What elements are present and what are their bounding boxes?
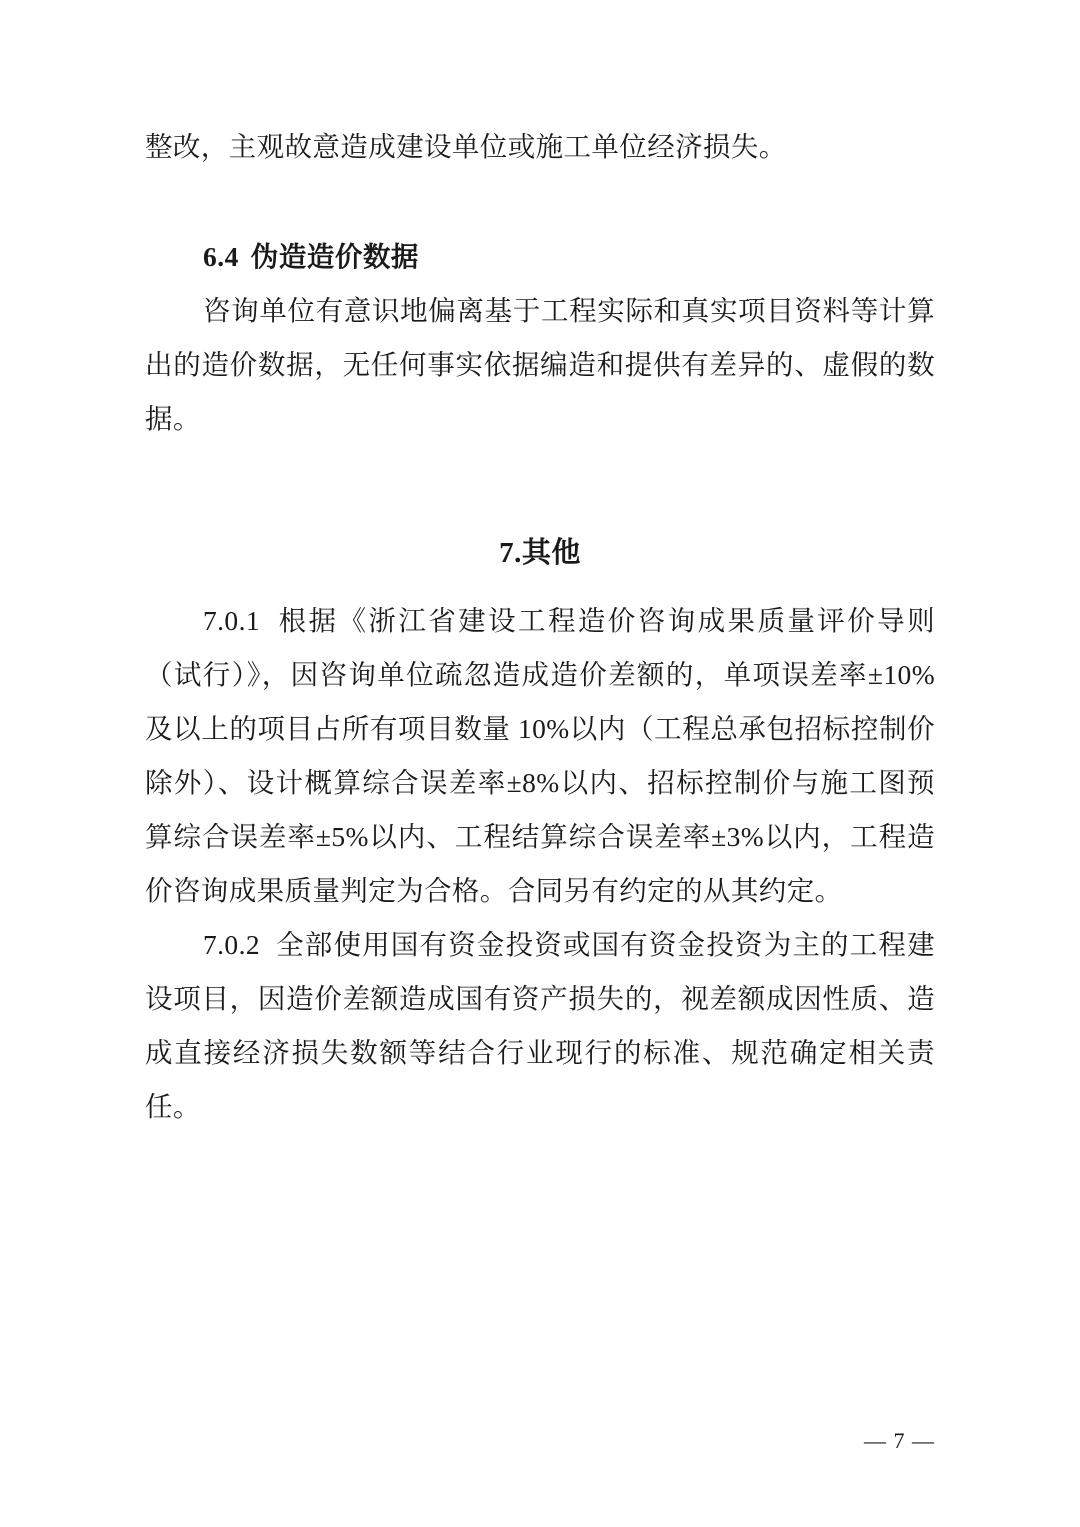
paragraph-6-4-body: 咨询单位有意识地偏离基于工程实际和真实项目资料等计算出的造价数据，无任何事实依据编造和提供有差异的、虚假的数据。 (145, 295, 935, 434)
clause-number: 7.0.2 (203, 929, 260, 960)
clause-text: 根据《浙江省建设工程造价咨询成果质量评价导则（试行）》，因咨询单位疏忽造成造价差额的，单项误差率±10%及以上的项目占所有项目数量 10%以内（工程总承包招标控制价除外）、设计概算综合误差率±8%以内、招标控制价与施工图预算综合误差率±5%以内、工程结算综合误差率±3%以内，工程造价咨询成果质量判定为合格。合同另有约定的从其约定。 (145, 605, 935, 906)
section-title: 伪造造价数据 (250, 241, 419, 272)
clause-text: 全部使用国有资金投资或国有资金投资为主的工程建设项目，因造价差额造成国有资产损失的，视差额成因性质、造成直接经济损失数额等结合行业现行的标准、规范确定相关责任。 (145, 929, 935, 1122)
paragraph-7-0-1 (145, 594, 935, 918)
spacer (145, 446, 935, 526)
clause-number: 7.0.1 (203, 605, 260, 636)
section-number: 6.4 (203, 241, 239, 272)
chapter-heading-7: 7.其他 (499, 537, 581, 569)
paragraph-7-0-2 (145, 918, 935, 1134)
spacer (145, 580, 935, 594)
page-number: — 7 — (864, 1428, 935, 1453)
paragraph-continued: 整改，主观故意造成建设单位或施工单位经济损失。 (145, 131, 787, 162)
spacer (145, 174, 935, 230)
document-body (145, 120, 935, 1134)
section-heading-6-4 (145, 230, 935, 284)
